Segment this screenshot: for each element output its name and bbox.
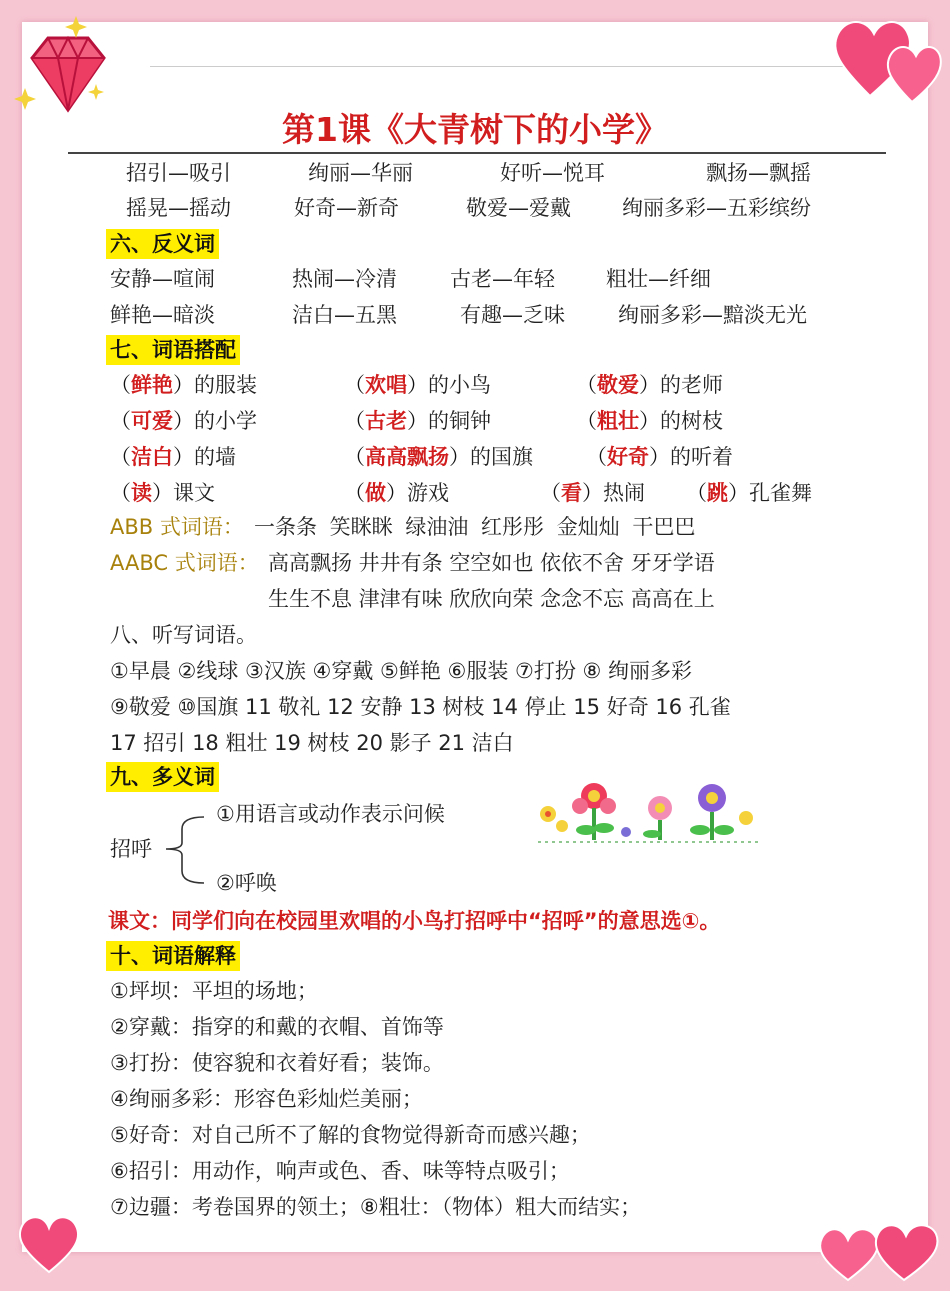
polysemy-word: 招呼 <box>110 837 152 861</box>
synonym-pair: 招引—吸引 <box>126 161 231 185</box>
collocation-word: 做 <box>365 481 386 505</box>
synonym-pair: 摇晃—摇动 <box>126 196 231 220</box>
dictation-words: ①早晨 ②线球 ③汉族 ④穿戴 ⑤鲜艳 ⑥服装 ⑦打扮 ⑧ 绚丽多彩 <box>110 659 693 683</box>
collocation-item: （读）课文 <box>110 481 215 505</box>
collocation-item: （欢唱）的小鸟 <box>344 373 491 397</box>
collocation-phrase: 的树枝 <box>660 409 723 433</box>
antonym-pair: 热闹—冷清 <box>292 267 397 291</box>
dictation-words: 17 招引 18 粗壮 19 树枝 20 影子 21 洁白 <box>110 731 514 755</box>
dictation-words: ⑨敬爱 ⑩国旗 11 敬礼 12 安静 13 树枝 14 停止 15 好奇 16 孔雀 <box>110 695 731 719</box>
collocation-word: 看 <box>561 481 582 505</box>
aabc-words: 生生不息 津津有味 欣欣向荣 念念不忘 高高在上 <box>268 587 715 611</box>
collocation-item: （古老）的铜钟 <box>344 409 491 433</box>
collocation-word: 高高飘扬 <box>365 445 449 469</box>
meaning-2: ②呼唤 <box>216 871 277 895</box>
collocation-item: （可爱）的小学 <box>110 409 257 433</box>
collocation-phrase: 的墙 <box>194 445 236 469</box>
antonym-pair: 洁白—五黑 <box>292 303 397 327</box>
collocation-item: （好奇）的听着 <box>586 445 733 469</box>
heart-icon <box>830 6 946 106</box>
explanation-text: ⑥招引：用动作，响声或色、香、味等特点吸引； <box>110 1159 570 1183</box>
flowers-illustration <box>530 778 770 848</box>
abb-label: ABB 式词语： <box>110 515 244 539</box>
collocation-phrase: 的听着 <box>670 445 733 469</box>
collocation-item: （看）热闹 <box>540 481 645 505</box>
collocation-item: （高高飘扬）的国旗 <box>344 445 533 469</box>
collocation-word: 跳 <box>707 481 728 505</box>
collocation-item: （鲜艳）的服装 <box>110 373 257 397</box>
collocation-phrase: 的服装 <box>194 373 257 397</box>
antonym-pair: 有趣—乏味 <box>460 303 565 327</box>
top-rule <box>150 66 890 67</box>
synonym-pair: 好听—悦耳 <box>500 161 605 185</box>
collocation-item: （洁白）的墙 <box>110 445 236 469</box>
explanation-text: ②穿戴：指穿的和戴的衣帽、首饰等 <box>110 1015 444 1039</box>
antonym-pair: 粗壮—纤细 <box>606 267 711 291</box>
collocation-phrase: 的老师 <box>660 373 723 397</box>
collocation-phrase: 的铜钟 <box>428 409 491 433</box>
synonym-pair: 绚丽—华丽 <box>308 161 413 185</box>
abb-words: 一条条 笑眯眯 绿油油 红彤彤 金灿灿 干巴巴 <box>254 515 696 539</box>
synonym-pair: 绚丽多彩—五彩缤纷 <box>622 196 811 220</box>
section-heading-polysemy: 九、多义词 <box>106 762 219 792</box>
synonym-pair: 好奇—新奇 <box>294 196 399 220</box>
antonym-pair: 古老—年轻 <box>450 267 555 291</box>
collocation-word: 古老 <box>365 409 407 433</box>
brace-icon <box>160 813 210 885</box>
collocation-phrase: 课文 <box>173 481 215 505</box>
collocation-item: （敬爱）的老师 <box>576 373 723 397</box>
collocation-word: 鲜艳 <box>131 373 173 397</box>
heart-icon <box>812 1218 944 1284</box>
collocation-word: 可爱 <box>131 409 173 433</box>
page-title: 第1课《大青树下的小学》 <box>282 110 668 149</box>
section-heading-explanations: 十、词语解释 <box>106 941 240 971</box>
collocation-word: 洁白 <box>131 445 173 469</box>
explanation-text: ⑤好奇：对自己所不了解的食物觉得新奇而感兴趣； <box>110 1123 591 1147</box>
explanation-text: ①坪坝：平坦的场地； <box>110 979 318 1003</box>
collocation-phrase: 热闹 <box>603 481 645 505</box>
heart-icon <box>14 1210 84 1276</box>
aabc-words: 高高飘扬 井井有条 空空如也 依依不舍 牙牙学语 <box>268 551 715 575</box>
explanation-text: ④绚丽多彩：形容色彩灿烂美丽； <box>110 1087 423 1111</box>
title-underline <box>68 152 886 154</box>
synonym-pair: 敬爱—爱戴 <box>466 196 571 220</box>
collocation-item: （做）游戏 <box>344 481 449 505</box>
synonym-pair: 飘扬—飘摇 <box>706 161 811 185</box>
collocation-item: （跳）孔雀舞 <box>686 481 812 505</box>
polysemy-note: 课文：同学们向在校园里欢唱的小鸟打招呼中“招呼”的意思选①。 <box>108 909 721 933</box>
antonym-pair: 绚丽多彩—黯淡无光 <box>618 303 807 327</box>
antonym-pair: 鲜艳—暗淡 <box>110 303 215 327</box>
collocation-phrase: 游戏 <box>407 481 449 505</box>
explanation-text: ⑦边疆：考卷国界的领土；⑧粗壮：（物体）粗大而结实； <box>110 1195 642 1219</box>
collocation-word: 好奇 <box>607 445 649 469</box>
collocation-item: （粗壮）的树枝 <box>576 409 723 433</box>
collocation-word: 粗壮 <box>597 409 639 433</box>
collocation-phrase: 的小鸟 <box>428 373 491 397</box>
meaning-1: ①用语言或动作表示问候 <box>216 802 445 826</box>
section-heading-collocation: 七、词语搭配 <box>106 335 240 365</box>
collocation-phrase: 的小学 <box>194 409 257 433</box>
antonym-pair: 安静—喧闹 <box>110 267 215 291</box>
section-heading-dictation: 八、听写词语。 <box>110 623 257 647</box>
collocation-phrase: 的国旗 <box>470 445 533 469</box>
collocation-phrase: 孔雀舞 <box>749 481 812 505</box>
collocation-word: 读 <box>131 481 152 505</box>
collocation-word: 欢唱 <box>365 373 407 397</box>
collocation-word: 敬爱 <box>597 373 639 397</box>
section-heading-antonyms: 六、反义词 <box>106 229 219 259</box>
aabc-label: AABC 式词语： <box>110 551 259 575</box>
explanation-text: ③打扮：使容貌和衣着好看；装饰。 <box>110 1051 444 1075</box>
